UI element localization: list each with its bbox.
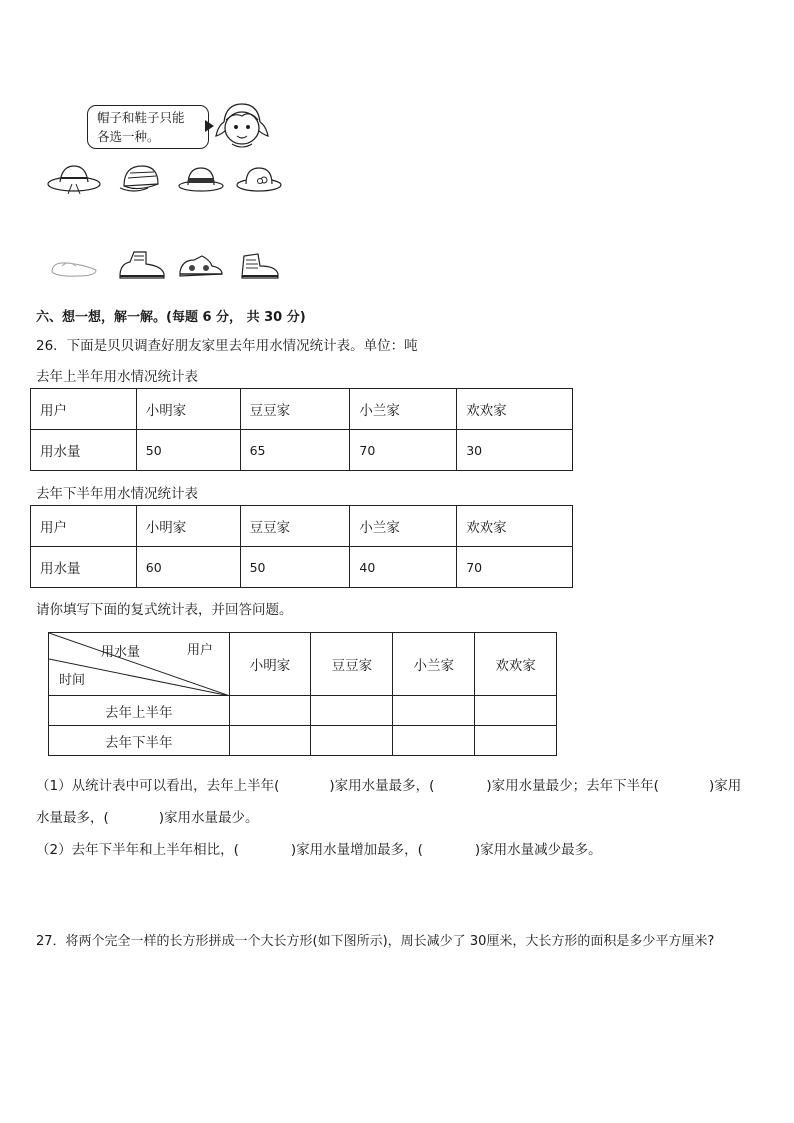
cap-icon [118, 160, 164, 196]
value-cell: 50 [240, 547, 350, 588]
table-row [49, 696, 557, 726]
sun-hat-icon [46, 160, 102, 196]
header-cell: 欢欢家 [457, 506, 573, 547]
q26-prompt: 26．下面是贝贝调查好朋友家里去年用水情况统计表。单位：吨 [36, 338, 418, 354]
row-label: 用水量 [31, 430, 137, 471]
high-top-shoe-icon [236, 248, 282, 282]
slipper-icon [48, 254, 100, 280]
row-label: 用水量 [31, 547, 137, 588]
header-cell: 豆豆家 [311, 633, 393, 696]
row-label: 去年下半年 [49, 726, 230, 756]
flower-hat-icon [236, 160, 282, 194]
sub1-text: )家用 [708, 778, 742, 794]
sub2-text: )家用水量增加最多，( [290, 842, 423, 858]
value-cell: 70 [350, 430, 457, 471]
value-cell: 60 [136, 547, 240, 588]
sub1-text: )家用水量最多，( [329, 778, 435, 794]
value-cell: 50 [136, 430, 240, 471]
diag-label-time: 时间 [59, 673, 86, 688]
speech-line-1: 帽子和鞋子只能 [97, 110, 185, 125]
blank-cell[interactable] [475, 726, 557, 756]
row-label: 去年上半年 [49, 696, 230, 726]
table-row [31, 506, 573, 547]
table-row [49, 633, 557, 696]
header-cell: 欢欢家 [475, 633, 557, 696]
sneaker-icon [176, 250, 226, 280]
value-cell: 40 [350, 547, 457, 588]
sub2-text: )家用水量减少最多。 [474, 842, 602, 858]
sub2-text: （2）去年下半年和上半年相比，( [36, 842, 239, 858]
table-row [31, 430, 573, 471]
fill-instruction: 请你填写下面的复式统计表，并回答问题。 [36, 602, 293, 618]
header-cell: 小兰家 [393, 633, 475, 696]
header-cell: 小兰家 [350, 506, 457, 547]
blank-cell[interactable] [475, 696, 557, 726]
header-cell: 小明家 [136, 506, 240, 547]
section-heading: 六、想一想，解一解。(每题 6 分， 共 30 分) [36, 310, 306, 325]
value-cell: 70 [457, 547, 573, 588]
speech-line-2: 各选一种。 [97, 129, 160, 144]
diagonal-header-cell [49, 633, 230, 696]
header-cell: 小明家 [229, 633, 311, 696]
diag-label-water: 用水量 [101, 645, 141, 660]
blank-cell[interactable] [229, 726, 311, 756]
blank-cell[interactable] [393, 726, 475, 756]
header-cell: 豆豆家 [240, 389, 350, 430]
table-first-half [30, 388, 573, 471]
header-cell: 小明家 [136, 389, 240, 430]
header-cell: 用户 [31, 389, 137, 430]
value-cell: 30 [457, 430, 573, 471]
header-cell: 豆豆家 [240, 506, 350, 547]
blank-cell[interactable] [311, 726, 393, 756]
header-cell: 用户 [31, 506, 137, 547]
blank-cell[interactable] [229, 696, 311, 726]
girl-icon [212, 100, 272, 152]
sub1-text: )家用水量最少；去年下半年( [486, 778, 659, 794]
header-cell: 小兰家 [350, 389, 457, 430]
fedora-hat-icon [178, 162, 224, 194]
sub-question-2 [36, 838, 602, 858]
sub-question-1-line-1 [36, 774, 741, 794]
table-second-half [30, 505, 573, 588]
table-row [31, 547, 573, 588]
composite-table [48, 632, 557, 756]
sub-question-1-line-2 [36, 806, 259, 826]
blank-cell[interactable] [393, 696, 475, 726]
sub1-text: （1）从统计表中可以看出，去年上半年( [36, 778, 280, 794]
table-row [31, 389, 573, 430]
blank-cell[interactable] [311, 696, 393, 726]
boot-icon [116, 246, 168, 282]
value-cell: 65 [240, 430, 350, 471]
table2-title: 去年下半年用水情况统计表 [36, 486, 198, 502]
q27-prompt: 27．将两个完全一样的长方形拼成一个大长方形(如下图所示)，周长减少了 30厘米，大长方形的面积是多少平方厘米? [36, 934, 715, 949]
speech-bubble [87, 105, 209, 149]
table-row [49, 726, 557, 756]
diag-label-user: 用户 [187, 643, 214, 658]
table1-title: 去年上半年用水情况统计表 [36, 369, 198, 385]
header-cell: 欢欢家 [457, 389, 573, 430]
sub1-text: )家用水量最少。 [158, 810, 259, 826]
sub1-text: 水量最多，( [36, 810, 109, 826]
